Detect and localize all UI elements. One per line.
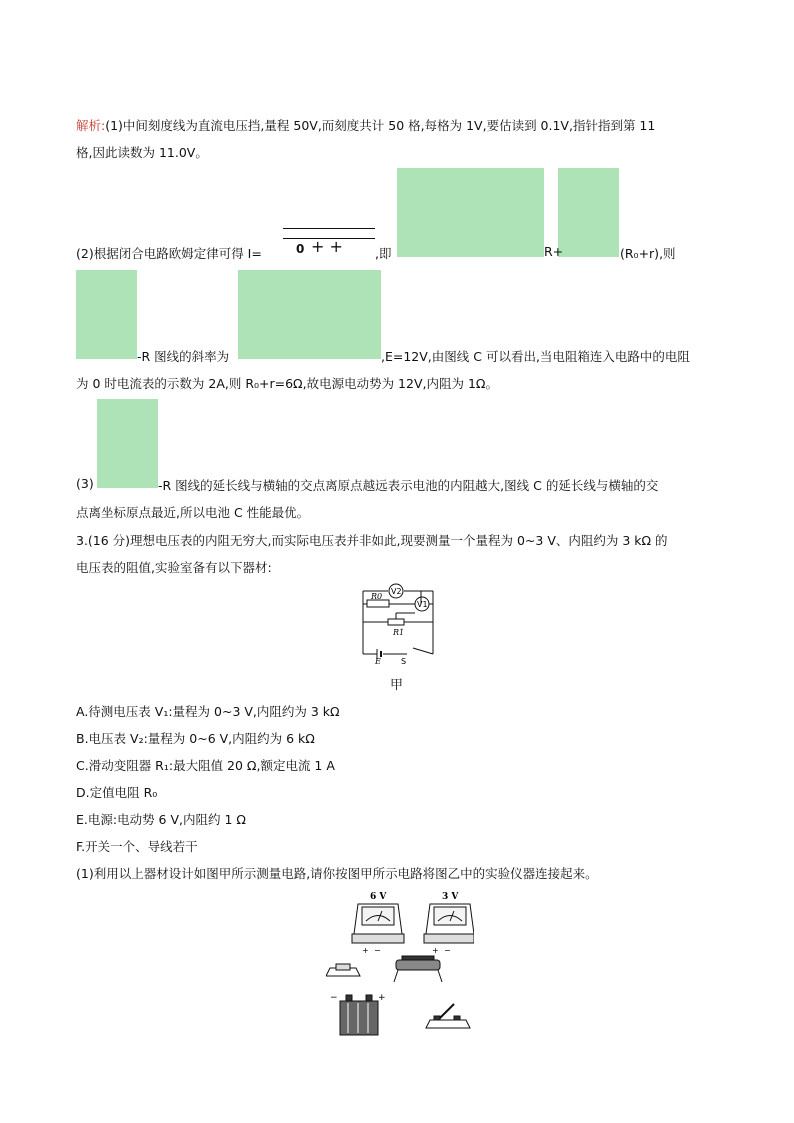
- p2-line2-b: ,E=12V,由图线 C 可以看出,当电阻箱连入电路中的电阻: [381, 349, 690, 364]
- meter-6v-minus: −: [374, 946, 381, 955]
- formula-placeholder-5: [97, 399, 158, 488]
- battery-plus: +: [378, 993, 386, 1003]
- p3-text-b: -R 图线的延长线与横轴的交点离原点越远表示电池的内阻越大,图线 C 的延长线与横轴的交: [158, 478, 659, 493]
- meter-3v-minus: −: [444, 946, 451, 955]
- q3-line2: 电压表的阻值,实验室备有以下器材:: [76, 560, 272, 575]
- analysis-line-2: 格,因此读数为 11.0V。: [76, 145, 208, 160]
- p2-text-b: ,即: [375, 246, 392, 261]
- item-f: F.开关一个、导线若干: [76, 839, 198, 854]
- circuit-diagram: [355, 582, 440, 664]
- formula-placeholder-1: [397, 168, 544, 257]
- p3-line2: 点离坐标原点最近,所以电池 C 性能最优。: [76, 505, 310, 520]
- formula-placeholder-3: [76, 270, 137, 359]
- figure-caption: 甲: [390, 678, 404, 693]
- p2-line3: 为 0 时电流表的示数为 2A,则 R₀+r=6Ω,故电源电动势为 12V,内阻为 1Ω。: [76, 376, 498, 391]
- v1-label: V1: [417, 600, 428, 609]
- analysis-p1-text: (1)中间刻度线为直流电压挡,量程 50V,而刻度共计 50 格,每格为 1V,要估读到 0.1V,指针指到第 11: [105, 118, 656, 133]
- r1-label: R1: [393, 628, 405, 637]
- item-a: A.待测电压表 V₁:量程为 0~3 V,内阻约为 3 kΩ: [76, 704, 340, 719]
- p2-line2-a: -R 图线的斜率为: [137, 349, 230, 364]
- item-e: E.电源:电动势 6 V,内阻约 1 Ω: [76, 812, 246, 827]
- fraction-term: 0: [296, 242, 305, 256]
- item-c: C.滑动变阻器 R₁:最大阻值 20 Ω,额定电流 1 A: [76, 758, 335, 773]
- item-d: D.定值电阻 R₀: [76, 785, 158, 800]
- p3-text-a: (3): [76, 476, 94, 491]
- meter-3v-plus: +: [432, 946, 439, 955]
- meter-3v-label: 3 V: [442, 892, 459, 902]
- q3-sub1: (1)利用以上器材设计如图甲所示测量电路,请你按图甲所示电路将图乙中的实验仪器连接起来。: [76, 866, 598, 881]
- formula-placeholder-2: [558, 168, 619, 257]
- battery-minus: −: [330, 993, 338, 1003]
- v2-label: V2: [391, 587, 402, 596]
- p2-text-d: (R₀+r),则: [620, 246, 676, 261]
- item-b: B.电压表 V₂:量程为 0~6 V,内阻约为 6 kΩ: [76, 731, 315, 746]
- e-label: E: [375, 657, 381, 664]
- fraction-top-line: [283, 228, 375, 229]
- s-label: S: [401, 657, 407, 664]
- meter-6v-label: 6 V: [370, 892, 387, 902]
- meter-6v-plus: +: [362, 946, 369, 955]
- fraction-operators: + +: [311, 237, 343, 256]
- formula-placeholder-4: [238, 270, 381, 359]
- analysis-label: 解析:: [76, 118, 106, 133]
- analysis-line-1: [76, 116, 655, 134]
- p2-text-a: (2)根据闭合电路欧姆定律可得 I=: [76, 246, 262, 261]
- apparatus-figure: [326, 886, 474, 1038]
- p2-text-c: R+: [544, 244, 564, 259]
- r0-label: R0: [371, 592, 383, 601]
- q3-line1: 3.(16 分)理想电压表的内阻无穷大,而实际电压表并非如此,现要测量一个量程为 0~3 V、内阻约为 3 kΩ 的: [76, 533, 668, 548]
